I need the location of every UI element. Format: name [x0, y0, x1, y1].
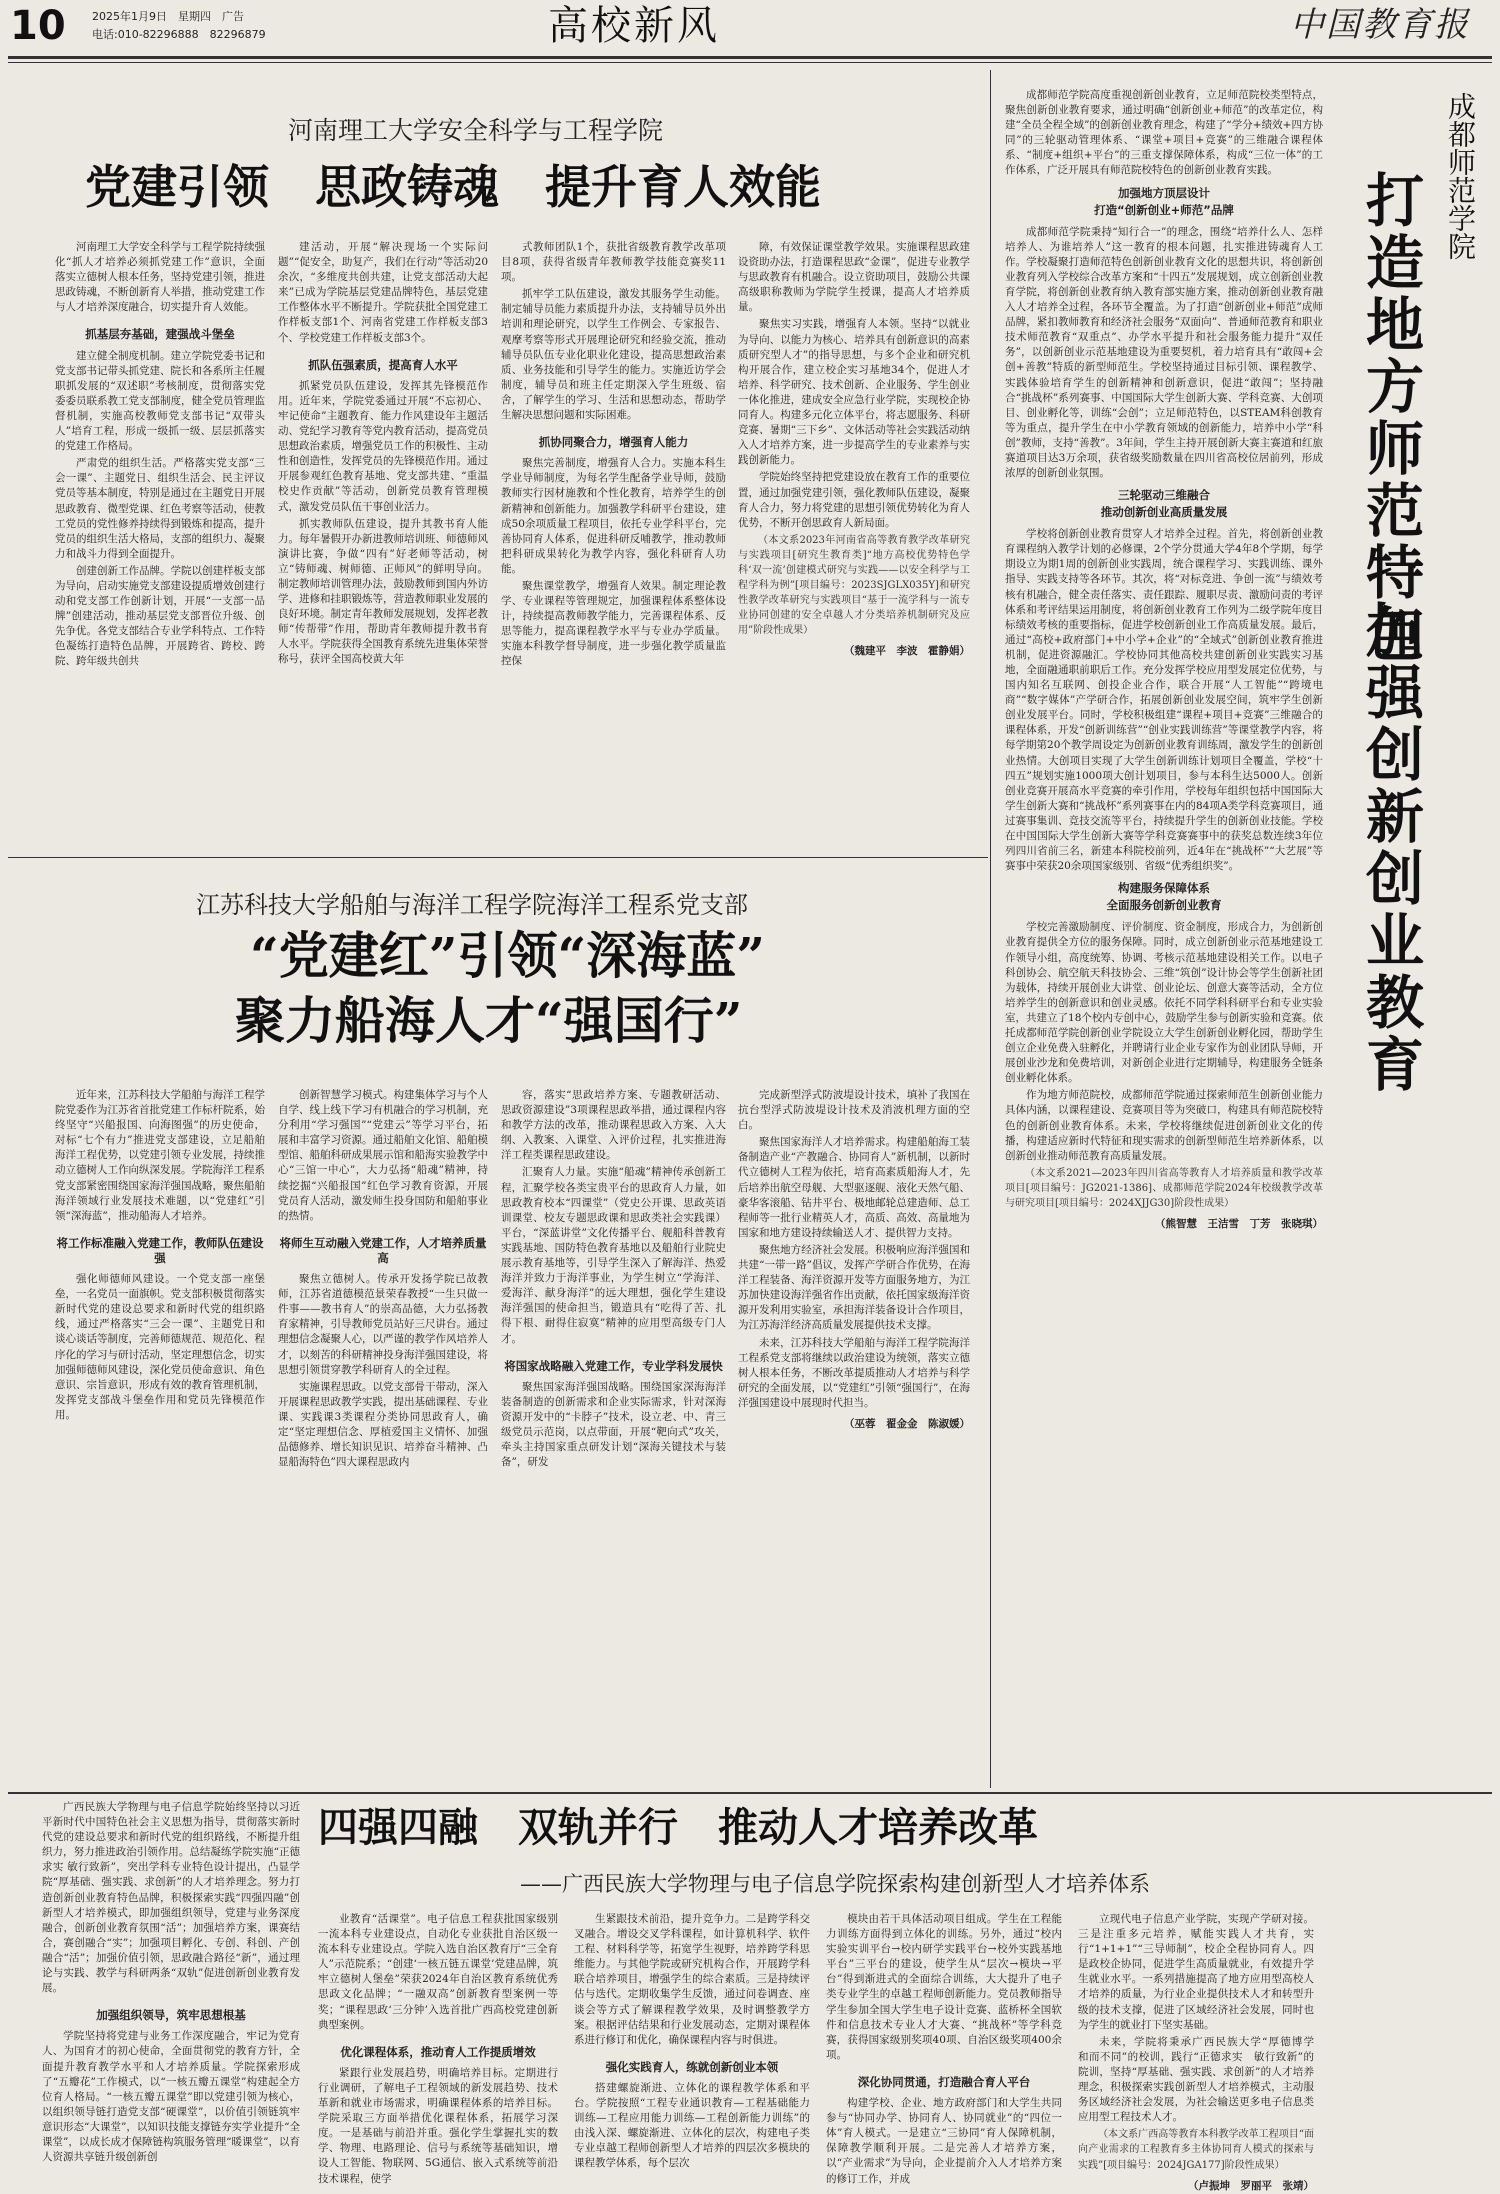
- phone-line: 电话:010-82296888 82296879: [92, 28, 266, 41]
- section-heading: 抓队伍强素质，提高育人水平: [308, 357, 458, 372]
- funding-note: （本文系广西高等教育本科教学改革工程项目“面向产业需求的工程教育多主体协同育人模式的探索与实践”[项目编号：2024JGA177]阶段性成果）: [1078, 2129, 1314, 2171]
- masthead-rule-thick: [8, 56, 1492, 59]
- paragraph: 业教育“活课堂”。电子信息工程获批国家级别一流本科专业建设点，自动化专业获批自治区级一流本科专业建设点。学院入选自治区教育厅“三全育人”示范院系；“创建‘一核五链五课堂’党建品牌，筑牢立德树人堡垒”荣获2024年自治区教育系统优秀思政文化品牌；“一融双高”创新教育型案例一等奖；“课程思政‘三分钟’入选首批广西高校党建创新典型案例。: [318, 1913, 558, 2031]
- section-heading: 将工作标准融入党建工作，教师队伍建设强: [56, 1235, 264, 1265]
- article4-col-4: [826, 1912, 1062, 2185]
- author-byline: （巫蓉 翟金金 陈淑媛）: [844, 1417, 970, 1430]
- article2-col-3: [501, 1088, 726, 1713]
- paragraph: 河南理工大学安全科学与工程学院持续强化“抓人才培养必须抓党建工作”意识，全面落实立德树人根本任务，坚持党建引领，推进思政铸魂，不断创新育人举措，推动党建工作与人才培养深度融合，切实提升育人效能。: [55, 241, 265, 314]
- paragraph: 构建学校、企业、地方政府部门和大学生共同参与“协同办学、协同育人、协同就业”的“四位一体”育人模式。一是建立“三协同”育人保障机制，保障教学顺利开展。二是完善人才培养方案，以“产业需求”为导向，企业提前介入人才培养方案的修订工作，并成: [826, 2097, 1062, 2185]
- article3-col: [1005, 88, 1323, 1783]
- section-heading: 强化实践育人，练就创新创业本领: [605, 2059, 779, 2074]
- paragraph: 式教师团队1个，获批省级教育教学改革项目8项，获得省级青年教师教学技能竞赛奖11项。: [501, 241, 726, 284]
- paragraph: 学校完善激励制度、评价制度、资金制度，形成合力，为创新创业教育提供全方位的服务保障。同时，成立创新创业示范基地建设工作领导小组，高度统筹、协调、考核示范基地建设相关工作。以电子科创协会、航空航天科技协会、三维“筑创”设计协会等学生创新社团为载体，持续开展创业大讲堂、创业论坛、创意大赛等活动，全方位培养学生的创新意识和创业灵感。依托不同学科科研平台和专业实验室，共建立了18个校内专创中心，鼓励学生参与创新实验和竞赛。依托成都师范学院创新创业学院设立大学生创新创业孵化园，帮助学生创立企业免费入驻孵化，并聘请行业企业专家作为创业团队导师，开展创业沙龙和免费培训，对新创企业进行定期辅导，构建服务全链条创业孵化体系。: [1005, 921, 1323, 1085]
- paragraph: 模块由若干具体活动项目组成。学生在工程能力训练方面得到立体化的训练。另外，通过“校内实验实训平台→校内研学实践平台→校外实践基地平台”三平台的建设，使学生从“层次→模块→平台”得到渐进式的全面综合训练，大大提升了电子类专业学生的卓越工程师创新能力。党员教师指导学生参加全国大学生电子设计竞赛、蓝桥杯全国软件和信息技术专业人才大赛、“挑战杯”等学科竞赛，获得国家级别奖项40项、自治区级奖项400余项。: [826, 1913, 1062, 2061]
- paragraph: 成都师范学院秉持“知行合一”的理念，围绕“培养什么人、怎样培养人、为谁培养人”这一教育的根本问题，扎实推进铸魂育人工作。学校凝聚打造师范特色创新创业教育文化的思想共识，将创新创业教育列入学校综合改革方案和“十四五”发展规划，成立创新创业教育学院，将创新创业教育纳入教育部实施方案，推动创新创业教育融入人才培养全过程，各环节全覆盖。为了打造“创新创业+师范”成师品牌，紧扣教师教育和经济社会服务“双面向”、普通师范教育和职业技术师范教育“双重点”、办学水平提升和社会服务能力提升“双任务”，以创新创业示范基地建设为重要契机，着力培育具有“敢闯+会创+善教”特质的新型师范生。学校坚持通过目标引领、课程教学、实践体验培育学生的创新精神和创新意识，促进“敢闯”；坚持融合“挑战杯”系列赛事、中国国际大学生创新大赛、学科竞赛、大创项目、创业孵化等，训练“会创”；立足师范特色，以STEAM科创教育等为重点，提升学生在中小学教育领域的创新能力，培养中小学“科创”教师，支持“善教”。3年间，学生主持开展创新大赛主赛道和红旅赛道项目达3万余项，获省级奖励数量在四川省高校位居前列，形成浓厚的创新创业氛围。: [1005, 225, 1323, 480]
- paragraph: 抓牢学工队伍建设，激发其服务学生动能。制定辅导员能力素质提升办法，支持辅导员外出培训和理论研究，以学生工作例会、专家报告、观摩考察等形式开展理论研究和经验交流，推动辅导员队伍专业化职业化建设，提高思想政治素质、业务技能和引导学生的能力。实施近访学会制度，辅导员和班主任定期深入学生班级、宿舍，了解学生的学习、生活和思想动态，帮助学生解决思想问题和实际困难。: [501, 288, 726, 422]
- paragraph: 严肃党的组织生活。严格落实党支部“三会一课”、主题党日、组织生活会、民主评议党员等基本制度，特别是通过在主题党日开展思政教育、微型党课、红色考察等活动，使教工党员的党性修养持续得到锻炼和提高，提升党员的组织生活大格局，支部的组织力、凝聚力和战斗力得到全面提升。: [55, 457, 265, 560]
- paragraph: 聚焦国家海洋人才培养需求。构建船舶海工装备制造产业“产教融合、协同育人”新机制，以新时代立德树人工程为依托，培育高素质船海人才，先后培养出航空母舰、大型驱逐舰、液化天然气船、豪华客滚船、钻井平台、极地邮轮总建造师、总工程师等一批行业精英人才，高质、高效、高量地为国家和地方建设持续输送人才、提供智力支持。: [738, 1136, 970, 1239]
- section-heading: 深化协同贯通，打造融合育人平台: [857, 2074, 1031, 2089]
- author-byline: （卢振坤 罗丽平 张靖）: [1188, 2179, 1314, 2192]
- paragraph: 聚焦完善制度，增强育人合力。实施本科生学业导师制度，为每名学生配备学业导师，鼓励教师实行因材施教和个性化教育，培养学生的创新精神和创新能力。加强教学科研平台建设，建成50余项质量工程项目，依托专业学科平台，完善协同育人体系，促进科研反哺教学，推动教师把科研成果转化为教学内容，强化科研育人功能。: [501, 457, 726, 575]
- paragraph: 建活动，开展“解决现场一个实际问题”“促安全，助复产，我们在行动”等活动20余次，“多维度共创共建，让党支部活动大起来”已成为学院基层党建品牌特色，基层党建工作整体水平不断提升。学院获批全国党建工作样板支部1个、河南省党建工作样板支部3个、学校党建工作样板支部3个。: [278, 241, 488, 344]
- section-heading: 抓基层夯基础，建强战斗堡垒: [85, 327, 235, 342]
- funding-note: （本文系2021—2023年四川省高等教育人才培养质量和教学改革项目[项目编号：JG2021-1386]、成都师范学院2024年校级教学改革与研究项目[项目编号：2024XJJG30]阶段性成果）: [1005, 1167, 1323, 1209]
- article4-col-2: [318, 1912, 558, 2185]
- article3-school-vertical: 成都师范学院: [1444, 92, 1477, 260]
- paragraph: 紧跟行业发展趋势，明确培养目标。定期进行行业调研，了解电子工程领域的新发展趋势、技术革新和就业市场需求，明确课程体系的培养目标。学院采取三方面举措优化课程体系，拓展学习深度。一是基础与前沿并重。强化学生掌握扎实的数学、物理、电路理论、信号与系统等基础知识，增设人工智能、物联网、5G通信、嵌入式系统等前沿技术课程，使学: [318, 2066, 558, 2185]
- paragraph: 学校将创新创业教育贯穿人才培养全过程。首先，将创新创业教育课程纳入教学计划的必修课，2个学分贯通大学4年8个学期，每学期设立为期1周的创新创业实践周，统合课程学习、实践训练、课外指导、实践支持等各环节。其次，将“对标竞进、争创一流”与绩效考核有机融合，健全责任落实、责任跟踪、履职尽责、激励问责的考评体系和考评结果运用制度，将创新创业教育工作列为二级学院年度目标绩效考核的重要指标，促进学校创新创业工作高质量发展。最后，通过“高校+政府部门+中小学+企业”的“全域式”创新创业教育推进机制，促进资源融汇。学校协同其他高校共建创新创业实践实习基地，全面融通职前职后工作。充分发挥学校应用型发展定位优势，与国内知名互联网、创投企业合作，联合开展“人工智能”“跨境电商”“数字媒体”产学研合作，拓展创新创业发展空间，筑牢学生创新创业发展平台。同时，学校积极组建“课程+项目+竞赛”三维融合的课程体系，开发“创新训练营”“创业实践训练营”等课堂教学内容，将每学期第20个教学周设定为创新创业教育训练周，激发学生的创新创业热情。大创项目实现了大学生创新训练计划项目全覆盖，学校“十四五”规划实施1000项大创计划项目，参与本科生达5000人。创新创业竞赛开展高水平竞赛的牵引作用，学校每年组织包括中国国际大学生创新大赛和“挑战杯”系列赛事在内的84项A类学科竞赛项目，通过赛事集训、竞技交流等平台，持续提升学生的创新创业技能。学校在中国国际大学生创新大赛等学科竞赛赛事中的获奖总数连续3年位列四川省前三名，新建本科院校前列，近4年在“挑战杯”“大艺展”等赛事中荣获20余项国家级别、省级“优秀组织奖”。: [1005, 528, 1323, 873]
- paragraph: 未来，江苏科技大学船舶与海洋工程学院海洋工程系党支部将继续以政治建设为统领，落实立德树人根本任务，不断改革提质推动人才培养与科学研究的全面发展，以“党建红”引领“强国行”，在海洋强国建设中展现时代担当。: [738, 1336, 970, 1409]
- article2-headline-line1: “党建红”引领“深海蓝”: [250, 926, 766, 985]
- article1-col-2: [278, 240, 488, 820]
- divider-a1-a2: [8, 857, 988, 858]
- section-heading: 三轮驱动三维融合 推动创新创业高质量发展: [1100, 488, 1228, 520]
- paragraph: 容，落实“思政培养方案、专题教研活动、思政资源建设”3项课程思政举措，通过课程内容和教学方法的改革，推动课程思政入方案、入大纲、入教案、入课堂、入评价过程，扎实推进海洋工程类课程思政建设。: [501, 1089, 726, 1162]
- paragraph: 完成新型浮式防波堤设计技术，填补了我国在抗台型浮式防波堤设计技术及消波机理方面的空白。: [738, 1089, 970, 1132]
- paragraph: 聚焦立德树人。传承开发扬学院已故教师，江苏省道德模范景荣春教授“一生只做一件事——教书育人”的崇高品德，大力弘扬教育家精神，引导教师党员站好三尺讲台。通过理想信念凝聚人心，以严谨的教学作风培养人才，以刻苦的科研精神投身海洋强国建设，将思想引领贯穿教学科研育人的全过程。: [278, 1273, 488, 1376]
- paragraph: 聚焦国家海洋强国战略。围绕国家深海海洋装备制造的创新需求和企业实际需求，针对深海资源开发中的“卡脖子”技术，设立老、中、青三级党员示范岗，以点带面，开展“靶向式”攻关，牵头主持国家重点研发计划“深海关键技术与装备”，研发: [501, 1380, 726, 1469]
- article4-col-5: [1078, 1912, 1325, 2192]
- section-heading: 抓协同聚合力，增强育人能力: [538, 435, 689, 450]
- paragraph: 成都师范学院高度重视创新创业教育，立足师范院校类型特点，聚焦创新创业教育要求，通过明确“创新创业+师范”的改革定位，构建“全员全程全域”的创新创业教育理念，构建了“学分+绩效+四方协同”的三轮驱动管理体系、“课堂+项目+竞赛”的三维融合课程体系、“制度+组织+平台”的三重支撑保障体系，构成“三位一体”的工作体系，广泛开展具有师范院校特色的创新创业教育实践。: [1005, 89, 1323, 177]
- paragraph: 创新智慧学习模式。构建集体学习与个人自学、线上线下学习有机融合的学习机制，充分利用“学习强国”“党建云”等学习平台，拓展和丰富学习资源。通过船舶文化馆、船舶模型馆、船舶科研成果展示馆和船海实验教学中心“三馆一中心”，大力弘扬“船魂”精神，持续挖掘“兴船报国”红色学习教育资源，开展党员育人活动，激发师生投身国防和船舶事业的热情。: [278, 1089, 488, 1222]
- paragraph: 学院始终坚持把党建设放在教育工作的重要位置，通过加强党建引领，强化教师队伍建设，凝聚育人合力，努力将党建的思想引领优势转化为育人优势，不断开创思政育人新局面。: [738, 471, 970, 529]
- article2-headline-line2: 聚力船海人才“强国行”: [235, 991, 743, 1050]
- article2-subhead: 江苏科技大学船舶与海洋工程学院海洋工程系党支部: [196, 891, 748, 919]
- article4-col-3: [574, 1912, 810, 2170]
- date-line: 2025年1月9日 星期四 广告: [92, 10, 244, 23]
- funding-note: （本文系2023年河南省高等教育教学改革研究与实践项目[研究生教育类]“地方高校优势特色学科‘双一流’创建模式研究与实践——以安全科学与工程学科为例”[项目编号：2023SJGLX035Y]和研究性教学改革研究与实践项目“基于一流学科与一流专业协同创建的安全卓越人才分类培养机制研究及应用”阶段性成果）: [738, 534, 970, 637]
- section-heading: 优化课程体系，推动育人工作提质增效: [340, 2044, 536, 2059]
- paragraph: 创建创新工作品牌。学院以创建样板支部为导向，启动实施党支部建设提质增效创建行动和党支部工作创新计划，开展“一支部一品牌”创建活动，推动基层党支部晋位升级、创先争优。各党支部结合专业学科特点、工作特色凝练打造特色品牌，开展跨省、跨校、跨院、跨年级共创共: [55, 564, 265, 668]
- paragraph: 搭建螺旋渐进、立体化的课程教学体系和平台。学院按照“工程专业通识教育—工程基础能力训练—工程应用能力训练—工程创新能力训练”的由浅入深、螺旋渐进、立体化的层次，构建电子类专业卓越工程师创新型人才培养的四层次多模块的课程教学体系，每个层次: [574, 2081, 810, 2170]
- section-heading: 将师生互动融入党建工作，人才培养质量高: [279, 1235, 487, 1265]
- paragraph: 抓实教师队伍建设，提升其教书育人能力。每年暑假开办新进教师培训班、师德师风演讲比赛，争做“四有”好老师等活动，树立“铸师魂、树师德、正师风”的鲜明导向。制定教师培训管理办法，鼓励教师到国内外访学、进修和挂职锻炼等，营造教师职业发展的良好环境。制定青年教师发展规划，发挥老教师“传帮带”作用，帮助青年教师提升教书育人水平。学院获得全国教育系统先进集体荣誉称号，获评全国高校黄大年: [278, 517, 488, 666]
- article3-headline-vertical-2: 加强创新创业教育: [1356, 600, 1424, 1096]
- author-byline: （熊智慧 王洁雪 丁芳 张晓琪）: [1155, 1218, 1323, 1231]
- article2-col-4: [738, 1088, 970, 1713]
- paragraph: 建立健全制度机制。建立学院党委书记和党支部书记带头抓党建、院长和各系所主任履职抓发展的“双述职”考核制度，贯彻落实党委委员联系教工党支部制度，健全党员管理监督机制，实施高校教师党支部书记“双带头人”培育工程，形成一级抓一级、层层抓落实的党建工作格局。: [55, 349, 265, 453]
- article1-col-3: [501, 240, 726, 820]
- paper-name: 中国教育报: [1290, 5, 1470, 45]
- paragraph: 学院坚持将党建与业务工作深度融合，牢记为党育人、为国育才的初心使命，全面贯彻党的教育方针，全面提升教育教学水平和人才培养质量。学院探索形成了“五瓣花”工作模式，以“一核五瓣五课堂”构建起全方位育人格局。“一核五瓣五课堂”即以党建引领为核心，以组织领导链打造党支部“硬课堂”，以价值引领链筑牢意识形态“大课堂”，以知识技能支撑链夯实学业提升“全课堂”，以成长成才保障链构筑服务管理“暖课堂”，以育人资源共享链升级创新创: [42, 2030, 300, 2164]
- section-heading: 加强地方顶层设计 打造“创新创业+师范”品牌: [1094, 185, 1234, 217]
- paragraph: 聚焦课堂教学，增强育人效果。制定理论教学、专业课程等管理规定，加强课程体系整体设计，持续提高教师教学能力，完善课程体系、反思等能力，提高课程教学水平与专业办学质量。实施本科教学督导制度，进一步强化教学质量监控保: [501, 579, 726, 668]
- paragraph: 聚焦地方经济社会发展。积极响应海洋强国和共建“一带一路”倡议，发挥产学研合作优势，在海洋工程装备、海洋资源开发等方面服务地方，为江苏加快建设海洋强省作出贡献，依托国家级海洋资源开发利用实验室，承担海洋装备设计合作项目，为江苏海洋经济高质量发展提供技术支撑。: [738, 1243, 970, 1332]
- section-title: 高校新风: [548, 3, 720, 49]
- article4-subhead: ——广西民族大学物理与电子信息学院探索构建创新型人才培养体系: [520, 1872, 1150, 1896]
- paragraph: 未来，学院将秉承广西民族大学“厚德博学 和而不同”的校训，践行“正德求实 敏行致新”的院训，坚持“厚基础、强实践、求创新”的人才培养理念，积极探索实践创新型人才培养模式，主动服务区域经济社会发展，为社会输送更多电子信息类应用型工程技术人才。: [1078, 2035, 1325, 2124]
- paragraph: 立现代电子信息产业学院，实现产学研对接。三是注重多元培养，赋能实践人才共育，实行“1+1+1”“三导师制”，校企全程协同育人。四是政校企协同，促进学生高质量就业，有效提升学生就业水平。一系列措施提高了地方应用型高校人才培养的质量，为行业企业提供技术人才和转型升级的技术支撑，促进了区域经济社会发展，同时也为学生的就业打下坚实基础。: [1078, 1913, 1314, 2031]
- paragraph: 近年来，江苏科技大学船舶与海洋工程学院党委作为江苏省首批党建工作标杆院系，始终坚守“兴船报国、向海图强”的历史使命，对标“七个有力”推进党支部建设，立足船舶海洋工程优势，以党建引领专业发展，持续推动立德树人工作向纵深发展。学院海洋工程系党支部紧密围绕国家海洋强国战略，聚焦船舶海洋领域行业发展技术难题，以“党建红”引领“深海蓝”，推动船海人才培养。: [55, 1089, 265, 1222]
- section-heading: 加强组织领导，筑牢思想根基: [96, 2008, 246, 2023]
- author-byline: （魏建平 李波 霍静娟）: [844, 645, 970, 658]
- article2-col-1: [55, 1088, 265, 1713]
- page-number: 10: [10, 3, 66, 49]
- article2-col-2: [278, 1088, 488, 1713]
- article1-col-4: [738, 240, 970, 835]
- article1-headline: 党建引领 思政铸魂 提升育人效能: [85, 160, 821, 214]
- paragraph: 强化师德师风建设。一个党支部一座堡垒，一名党员一面旗帜。党支部积极贯彻落实新时代党的建设总要求和新时代党的组织路线，通过严格落实“三会一课”、主题党日和谈心谈话等制度，完善师德规范、规范化、程序化的学习与研讨活动，坚定理想信念，切实加强师德师风建设，深化党员使命意识、角色意识、宗旨意识，形成有效的教育管理机制，发挥党支部战斗堡垒作用和党员先锋模范作用。: [55, 1273, 265, 1421]
- section-heading: 将国家战略融入党建工作，专业学科发展快: [504, 1358, 723, 1373]
- paragraph: 生紧跟技术前沿，提升竞争力。二是跨学科交叉融合。增设交叉学科课程，如计算机科学、软件工程、材料科学等，拓宽学生视野，培养跨学科思维能力。与其他学院或研究机构合作，开展跨学科联合培养项目，增强学生的综合素质。三是持续评估与迭代。定期收集学生反馈，通过问卷调查、座谈会等方式了解课程教学效果，及时调整教学方案。根据评估结果和行业发展动态，定期对课程体系进行修订和优化，确保课程内容与时俱进。: [574, 1913, 810, 2046]
- article4-col-1: [42, 1800, 300, 2165]
- paragraph: 广西民族大学物理与电子信息学院始终坚持以习近平新时代中国特色社会主义思想为指导，贯彻落实新时代党的建设总要求和新时代党的组织路线，不断提升组织力，努力推进政治引领作用。总结凝练学院实施“正德求实 敏行致新”，突出学科专业特色设计提出，凸显学院“厚基础、强实践、求创新”的人才培养理念。努力打造创新创业教育特色品牌，积极探索实践“四强四融”创新型人才培养模式，即加强组织领导，党建与业务深度融合，创新创业教育氛围“活”；加强培养方案，课赛结合，赛创融合“实”；加强项目孵化、专创、科创、产创融合“活”；加强价值引领，思政融合路径“新”，通过理论与实践、教学与科研两条“双轨”促进创新创业教育发展。: [42, 1801, 300, 1995]
- paragraph: 聚焦实习实践，增强育人本领。坚持“以就业为导向、以能力为核心、培养具有创新意识的高素质研究型人才”的指导思想，与多个企业和研究机构开展合作，建立校企实习基地34个，促进人才培养、科学研究、技术创新、企业服务、学生创业一体化推进，建成安全应急行业学院，实现校企协同育人。构建多元化立体平台，将志愿服务、科研竞赛、暑期“三下乡”、文体活动等社会实践活动纳入人才培养方案，进一步提高学生的专业素养与实践创新能力。: [738, 318, 970, 467]
- masthead-rule-thin: [8, 62, 1492, 63]
- section-heading: 构建服务保障体系 全面服务创新创业教育: [1106, 881, 1222, 913]
- paragraph: 障，有效保证课堂教学效果。实施课程思政建设资助办法，打造课程思政“金课”，促进专业教学与思政教育有机融合。设立资助项目，鼓励公共课高级职称教师为学院学生授课，提高人才培养质量。: [738, 241, 970, 314]
- article1-col-1: [55, 240, 265, 820]
- paragraph: 实施课程思政。以党支部骨干带动，深入开展课程思政教学实践，提出基础课程、专业课、实践课3类课程分类协同思政育人，确定“坚定理想信念、厚植爱国主义情怀、加强品德修养、增长知识见识、培养奋斗精神、凸显船海特色”四大课程思政内: [278, 1380, 488, 1469]
- paragraph: 汇聚育人力量。实施“船魂”精神传承创新工程，汇聚学校各类宝贵平台的思政育人力量，如思政教育校本“四课堂”（党史公开课、思政英语训课堂、校友专题思政课和思政类社会实践课）平台，“深蓝讲堂”文化传播平台、舰船科普教育实践基地、国防特色教育基地以及船舶行业院史展示教育基地等，引导学生深入了解海洋、热爱海洋并致力于海洋事业，为学生树立“学海洋、爱海洋、献身海洋”的远大理想，强化学生建设海洋强国的使命担当，锻造具有“吃得了苦、扎得下根、耐得住寂寞”精神的应用型高级专门人才。: [501, 1166, 726, 1345]
- divider-a2-a4: [8, 1792, 1492, 1794]
- article3-headline-vertical-1: 打造地方师范特色: [1356, 170, 1424, 666]
- divider-vertical: [990, 70, 991, 1788]
- paragraph: 作为地方师范院校，成都师范学院通过探索师范生创新创业能力具体内涵，以课程建设、竞赛项目等为突破口，构建具有师范院校特色的创新创业教育体系。未来，学校将继续促进创新创业文化的传播，构建适应新时代特征和现实需求的创新型师范生培养新体系，以创新创业推动师范教育高质量发展。: [1005, 1089, 1323, 1162]
- article4-headline: 四强四融 双轨并行 推动人才培养改革: [318, 1804, 1038, 1851]
- article1-subhead: 河南理工大学安全科学与工程学院: [288, 116, 664, 145]
- paragraph: 抓紧党员队伍建设，发挥其先锋模范作用。近年来，学院党委通过开展“不忘初心、牢记使命”主题教育、能力作风建设年主题活动、党纪学习教育等党内教育活动，提高党员思想政治素质，增强党员工作的积极性、主动性和创造性，发挥党员的先锋模范作用。通过开展参观红色教育基地、党支部共建、“重温校史作贡献”等活动，创新党员教育管理模式，激发党员队伍干事创业活力。: [278, 379, 488, 513]
